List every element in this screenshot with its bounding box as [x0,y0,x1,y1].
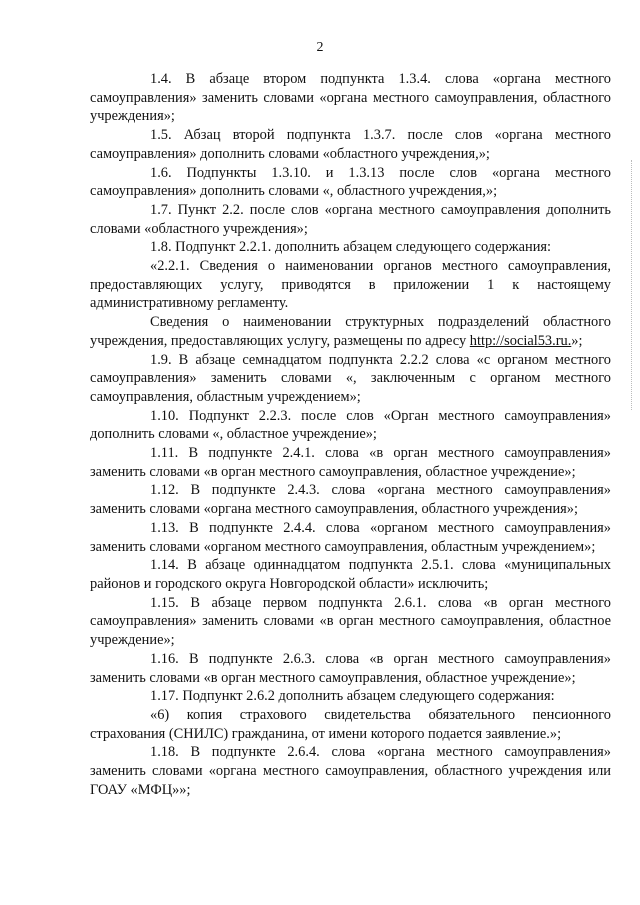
paragraph-1-4: 1.4. В абзаце втором подпункта 1.3.4. слова «органа местного самоуправления» заменить словами «органа местного самоуправления, областного учреждения»; [90,71,611,125]
paragraph-svedenia [90,313,611,350]
scan-margin-mark [631,160,634,410]
paragraph-1-6: 1.6. Подпункты 1.3.10. и 1.3.13 после слов «органа местного самоуправления» дополнить словами «, областного учреждения,»; [90,164,611,200]
paragraph-1-8: 1.8. Подпункт 2.2.1. дополнить абзацем следующего содержания: [150,239,552,256]
paragraph-1-18: 1.18. В подпункте 2.6.4. слова «органа местного самоуправления» заменить словами «органа местного самоуправления, областного учреждения или ГОАУ «МФЦ»»; [90,744,611,798]
social53-link[interactable]: http://social53.ru. [469,332,572,349]
paragraph-1-10: 1.10. Подпункт 2.2.3. после слов «Орган местного самоуправления» дополнить словами «, областное учреждение»; [90,407,611,443]
paragraph-1-9: 1.9. В абзаце семнадцатом подпункта 2.2.2 слова «с органом местного самоуправления» заменить словами «, заключенным с органом местного самоуправления, областным учреждением»; [90,351,611,405]
paragraph-snils: «6) копия страхового свидетельства обязательного пенсионного страхования (СНИЛС) гражданина, от имени которого подается заявление.»; [90,706,611,742]
paragraph-1-17: 1.17. Подпункт 2.6.2 дополнить абзацем следующего содержания: [150,688,555,705]
paragraph-1-12: 1.12. В подпункте 2.4.3. слова «органа местного самоуправления» заменить словами «органа местного самоуправления, областного учреждения»; [90,482,611,518]
document-body [90,70,611,799]
paragraph-1-16: 1.16. В подпункте 2.6.3. слова «в орган местного самоуправления» заменить словами «в орган местного самоуправления, областное учреждение»; [90,650,611,686]
paragraph-1-13: 1.13. В подпункте 2.4.4. слова «органом местного самоуправления» заменить словами «органом местного самоуправления, областным учреждением»; [90,519,611,555]
paragraph-1-7: 1.7. Пункт 2.2. после слов «органа местного самоуправления дополнить словами «областного учреждения»; [90,201,611,237]
paragraph-1-15: 1.15. В абзаце первом подпункта 2.6.1. слова «в орган местного самоуправления» заменить словами «в орган местного самоуправления, областное учреждение»; [90,594,611,649]
paragraph-2-2-1: «2.2.1. Сведения о наименовании органов местного самоуправления, предоставляющих услугу, приводятся в приложении 1 к настоящему административному регламенту. [90,258,611,312]
paragraph-1-11: 1.11. В подпункте 2.4.1. слова «в орган местного самоуправления» заменить словами «в орган местного самоуправления, областное учреждение»; [90,445,611,480]
paragraph-1-5: 1.5. Абзац второй подпункта 1.3.7. после слов «органа местного самоуправления» дополнить словами «областного учреждения,»; [90,127,611,162]
paragraph-1-14: 1.14. В абзаце одиннадцатом подпункта 2.5.1. слова «муниципальных районов и городского округа Новгородской области» исключить; [90,557,611,592]
svedenia-text: Сведения о наименовании структурных подразделений областного учреждения, предоставляющих услугу, размещены по адресу [90,314,611,349]
svedenia-tail: »; [571,332,583,349]
page-number: 2 [316,40,324,55]
